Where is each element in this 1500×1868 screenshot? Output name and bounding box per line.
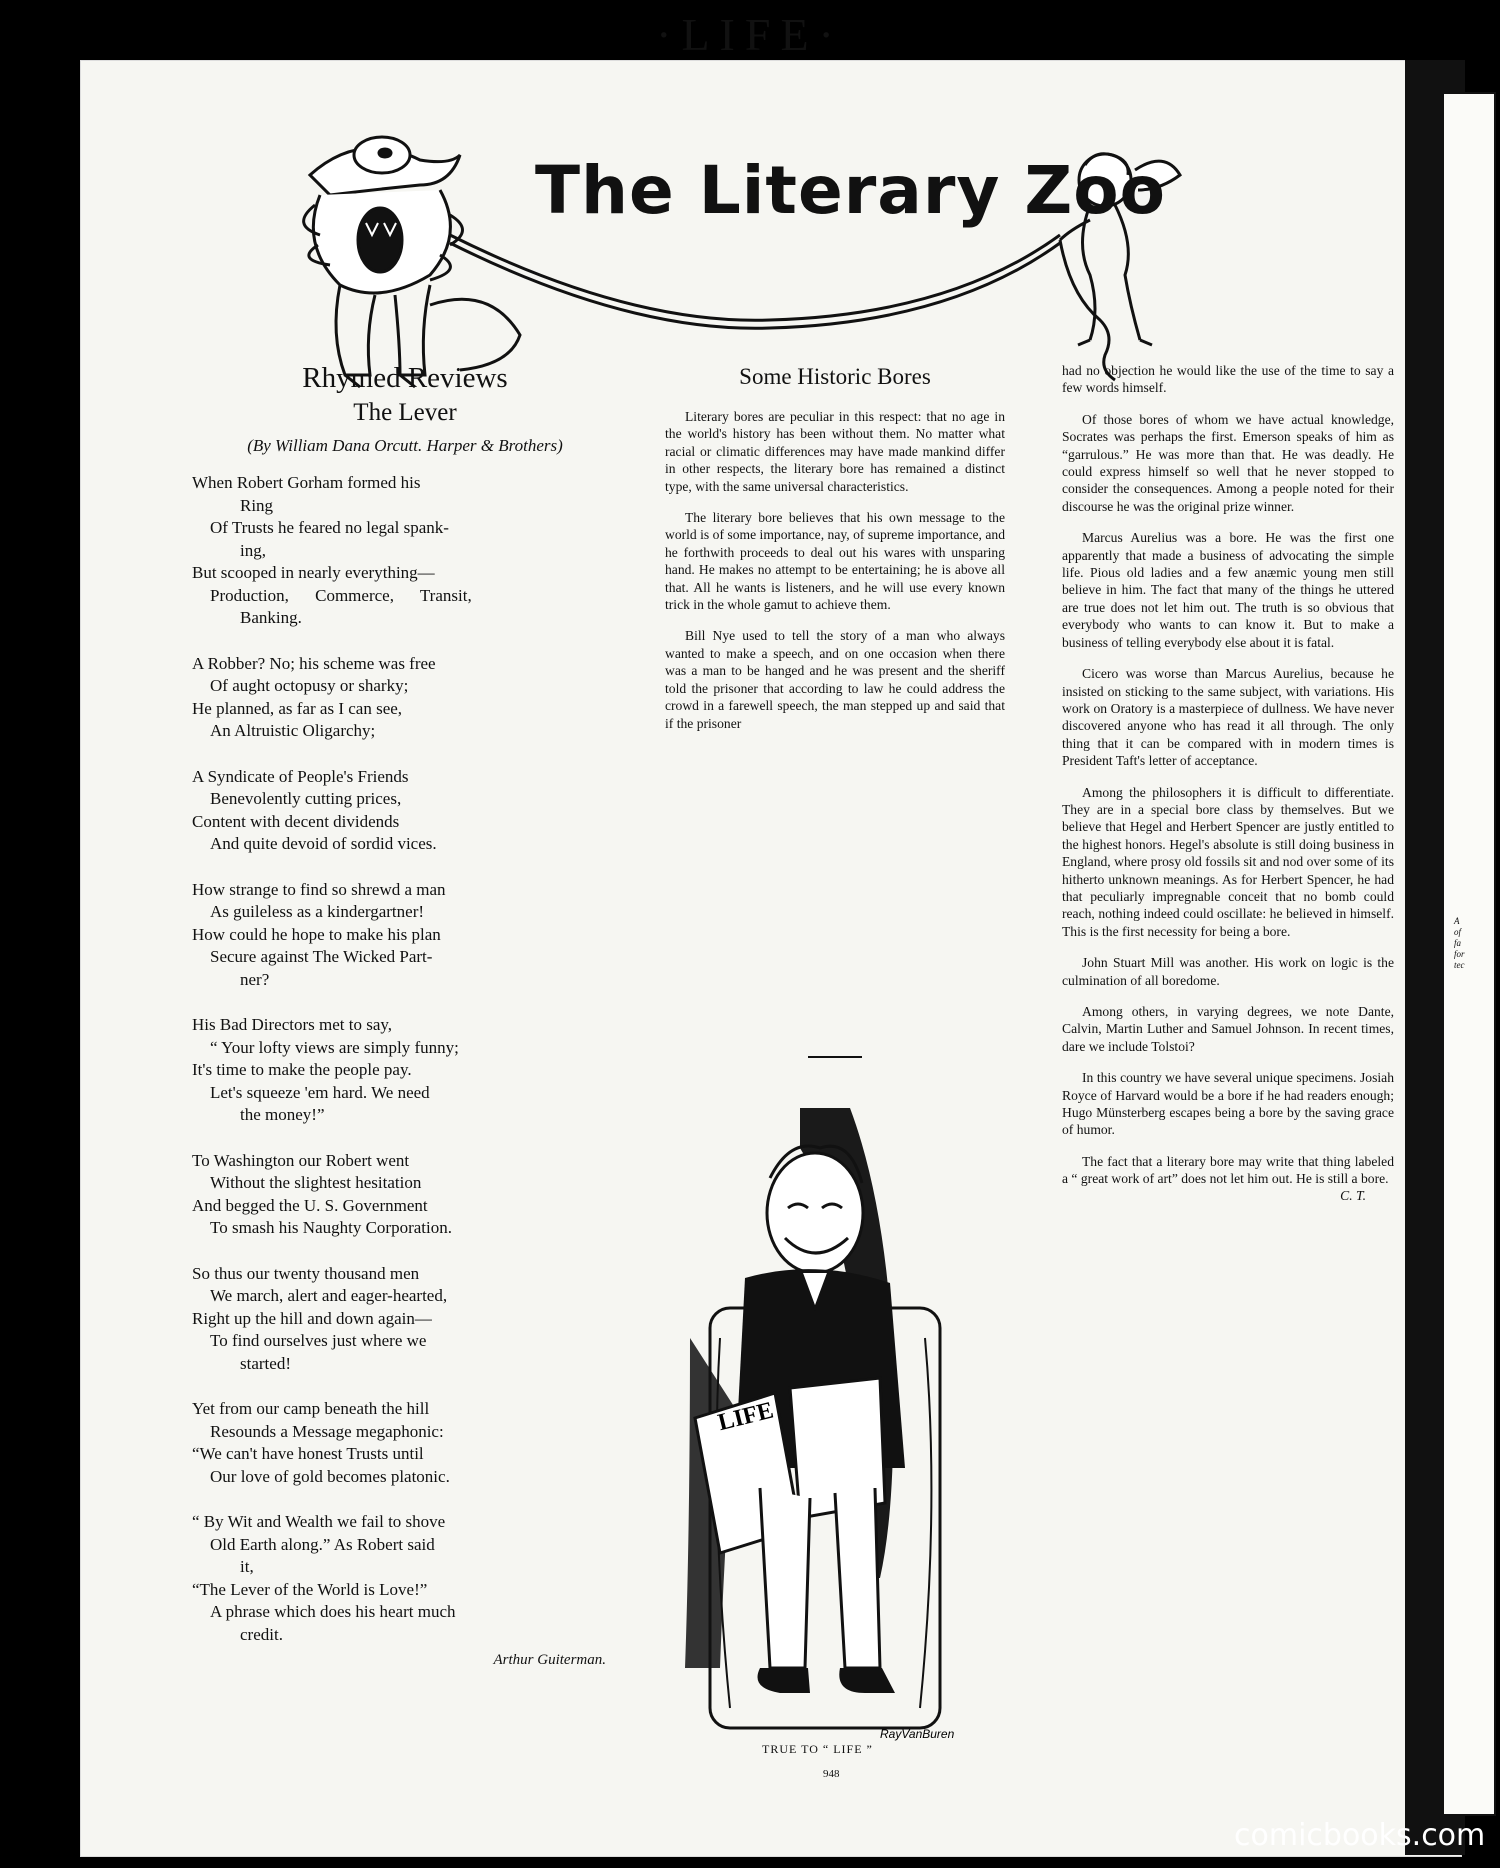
article-signature: C. T.: [1340, 1187, 1366, 1203]
poem-stanza: [192, 1263, 618, 1376]
poem-line: “ Your lofty views are simply funny;: [210, 1037, 459, 1057]
poem-line: Benevolently cutting prices,: [210, 789, 402, 808]
poem-line: So thus our twenty thousand men: [192, 1263, 420, 1283]
section-divider: [808, 1056, 862, 1058]
poem-line: A Syndicate of People's Friends: [192, 766, 409, 786]
poem-line: “ By Wit and Wealth we fail to shove: [192, 1512, 446, 1531]
poem-stanza: [192, 1014, 618, 1127]
article-paragraph: John Stuart Mill was another. His work on logic is the culmination of all boredome.: [1062, 955, 1394, 988]
chain-illustration: [450, 235, 1060, 328]
poem-line: Resounds a Message megaphonic:: [210, 1421, 444, 1441]
poem-stanza: [192, 1398, 618, 1488]
historic-bores-continued-column: [1062, 362, 1394, 1204]
poem-line: ner?: [240, 969, 270, 989]
poem-line: His Bad Directors met to say,: [192, 1015, 393, 1034]
poem-line: We march, alert and eager-hearted,: [210, 1286, 448, 1305]
poem-line: Production, Commerce, Transit,: [210, 585, 472, 605]
article-paragraph: The fact that a literary bore may write that thing labeled a “ great work of art” does not let him out. He is still a bore.: [1062, 1153, 1394, 1187]
article-paragraph: Literary bores are peculiar in this respect: that no age in the world's history has been without them. No matter what racial or climatic differences may have made mankind differ in other respects, the literary bore has remained a distinct type, with the same universal characteristics.: [665, 409, 1005, 494]
poem-line: He planned, as far as I can see,: [192, 698, 403, 718]
poem-line: When Robert Gorham formed his: [192, 473, 421, 492]
illustration-caption: TRUE TO “ LIFE ”: [762, 1742, 873, 1756]
page-number: 948: [823, 1768, 840, 1780]
adjacent-page-strip: [1442, 92, 1496, 1816]
poem-line: To Washington our Robert went: [192, 1150, 410, 1170]
man-reading-life-illustration: [650, 1108, 1005, 1753]
poem-stanza: [192, 472, 618, 630]
poem-line: Content with decent dividends: [192, 811, 400, 831]
banner-title: The Literary Zoo: [535, 152, 1166, 229]
poem-line: Yet from our camp beneath the hill: [192, 1399, 430, 1418]
adjacent-page-text: A of fa for tec: [1454, 916, 1465, 970]
poem-line: Our love of gold becomes platonic.: [210, 1466, 450, 1486]
poem-signature: Arthur Guiterman.: [493, 1652, 606, 1668]
poem-line: Banking.: [240, 608, 302, 627]
masthead: ·LIFE·: [656, 9, 844, 60]
rhymed-reviews-heading: Rhymed Reviews: [302, 362, 508, 394]
article-paragraph: Of those bores of whom we have actual knowledge, Socrates was perhaps the first. Emerson speaks of him as “garrulous.” He was more than that. He was deadly. He could express himself so well that he never stopped to consider the consequences. Among a people noted for their discourse he was the original prize winner.: [1062, 411, 1394, 514]
poem-line: Without the slightest hesitation: [210, 1173, 422, 1192]
poem-stanza: [192, 653, 618, 743]
poem-line: “The Lever of the World is Love!”: [192, 1579, 428, 1599]
poem-line: How strange to find so shrewd a man: [192, 879, 446, 899]
historic-bores-column: [665, 362, 1005, 746]
poem-line: started!: [240, 1353, 291, 1373]
historic-bores-heading: Some Historic Bores: [739, 364, 931, 389]
poem-line: Of Trusts he feared no legal spank-: [210, 518, 449, 537]
poem-line: the money!”: [240, 1105, 325, 1124]
poem-line: And begged the U. S. Government: [192, 1195, 428, 1215]
artist-signature: RayVanBuren: [880, 1727, 955, 1741]
article-paragraph: The literary bore believes that his own message to the world is of some importance, nay, of supreme importance, and he forthwith proceeds to deal out his wares with unsparing hand. He makes no attempt to be entertaining; he is above all that. All he wants is listeners, and he will use every known trick in the whole gamut to achieve them.: [665, 510, 1005, 613]
poem-stanza: [192, 766, 618, 856]
poem-line: An Altruistic Oligarchy;: [210, 721, 376, 740]
article-paragraph: Among others, in varying degrees, we note Dante, Calvin, Martin Luther and Samuel Johnson. In recent times, dare we include Tolstoi?: [1062, 1004, 1394, 1054]
rhymed-reviews-column: [192, 362, 618, 1669]
poem-line: It's time to make the people pay.: [192, 1060, 412, 1079]
article-paragraph: had no objection he would like the use of the time to say a few words himself.: [1062, 363, 1394, 396]
article-paragraph: Cicero was worse than Marcus Aurelius, because he insisted on sticking to the same subject, with variations. His work on Oratory is a masterpiece of dullness. We have never discovered anyone who has read it all through. The only thing that it can be compared with in modern times is President Taft's letter of acceptance.: [1062, 666, 1394, 769]
poem-line: Let's squeeze 'em hard. We need: [210, 1082, 430, 1102]
article-paragraph: Among the philosophers it is difficult to differentiate. They are in a special bore class by themselves. But we believe that Hegel and Herbert Spencer are justly entitled to the highest honors. Hegel's absolute is still doing business in England, where prosy old fossils sit and nod over some of its hitherto unknown meanings. As for Herbert Spencer, he had that peculiarly impregnable conceit that no bomb could reach, nothing indeed could oscillate: he believed in himself. This is the first necessity for being a bore.: [1062, 784, 1394, 939]
article-paragraph: In this country we have several unique specimens. Josiah Royce of Harvard would be a bore if he had readers enough; Hugo Münsterberg escapes being a bore by the saving grace of humor.: [1062, 1070, 1394, 1138]
poem-stanza: [192, 1150, 618, 1240]
poem-line: As guileless as a kindergartner!: [210, 902, 425, 921]
poem-line: To smash his Naughty Corporation.: [210, 1218, 452, 1237]
poem-line: Ring: [240, 495, 274, 515]
poem-line: credit.: [240, 1624, 283, 1644]
poem-stanza: [192, 879, 618, 992]
poem-line: A phrase which does his heart much: [210, 1602, 456, 1621]
poem-line: Right up the hill and down again—: [192, 1308, 432, 1328]
poem-stanza: [192, 1511, 618, 1646]
article-paragraph: Marcus Aurelius was a bore. He was the first one apparently that made a business of advocating the simple life. Pious old ladies and a few anæmic young men still believe in him. The fact that many of the things he uttered are true does not let him out. The truth is so obvious that everybody who wants to can know it. But to make a business of telling everybody else about it is fatal.: [1062, 530, 1394, 650]
poem-line: How could he hope to make his plan: [192, 924, 441, 944]
poem-line: Secure against The Wicked Part-: [210, 947, 433, 966]
poem-line: And quite devoid of sordid vices.: [210, 834, 437, 853]
poem-line: “We can't have honest Trusts until: [192, 1444, 424, 1463]
poem-line: To find ourselves just where we: [210, 1331, 427, 1350]
poem-line: Old Earth along.” As Robert said: [210, 1534, 435, 1554]
poem-line: But scooped in nearly everything—: [192, 563, 435, 582]
site-watermark: comicbooks.com: [1234, 1818, 1486, 1853]
magazine-cover-text: LIFE: [715, 1397, 777, 1437]
poem-line: A Robber? No; his scheme was free: [192, 653, 436, 673]
the-lever-subheading: The Lever: [353, 399, 457, 426]
poem-line: ing,: [240, 540, 266, 560]
poem-line: it,: [240, 1557, 254, 1576]
review-byline: (By William Dana Orcutt. Harper & Brothers): [247, 436, 563, 455]
poem-line: Of aught octopusy or sharky;: [210, 676, 409, 695]
article-paragraph: Bill Nye used to tell the story of a man who always wanted to make a speech, and on one occasion when there was a man to be hanged and he was present and the sheriff told the prisoner that according to law he could address the crowd in a farewell speech, the man stepped up and said that if the prisoner: [665, 628, 1005, 731]
